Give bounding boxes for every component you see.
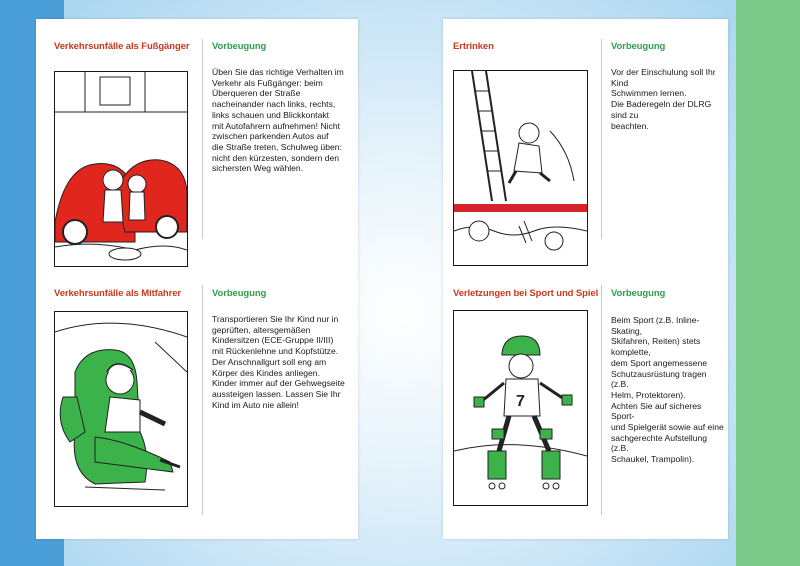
pedestrian-illustration	[54, 71, 188, 267]
prevention-heading: Vorbeugung	[212, 41, 267, 52]
passenger-prevention-text: Transportieren Sie Ihr Kind nur in geprüften, altersgemäßen Kindersitzen (ECE-Gruppe II/III) mit Rückenlehne und Kopfstütze. Der Anschnallgurt soll eng am Körper des Kindes anliegen. Kinder immer auf der Gehwegseite aussteigen lassen. Lassen Sie Ihr Kind im Auto nie allein!	[212, 314, 345, 410]
section-title-drowning: Ertrinken	[453, 41, 494, 52]
drowning-prevention-text: Vor der Einschulung soll Ihr Kind Schwimmen lernen. Die Baderegeln der DLRG sind zu beachten.	[611, 67, 716, 131]
section-title-sport: Verletzungen bei Sport und Spiel	[453, 288, 599, 299]
column-divider	[601, 285, 602, 515]
prevention-heading: Vorbeugung	[611, 41, 666, 52]
prevention-heading: Vorbeugung	[611, 288, 666, 299]
prevention-heading: Vorbeugung	[212, 288, 267, 299]
column-divider	[601, 39, 602, 239]
section-title-passenger: Verkehrsunfälle als Mitfahrer	[54, 288, 181, 299]
section-title-pedestrian: Verkehrsunfälle als Fußgänger	[54, 41, 190, 52]
column-divider	[202, 285, 203, 515]
sport-prevention-text: Beim Sport (z.B. Inline-Skating, Skifahren, Reiten) stets komplette, dem Sport angemessene Schutzausrüstung tragen (z.B. Helm, Protektoren). Achten Sie auf sicheres Sport- und Spielgerät sowie auf eine sachgerechte Aufstellung (z.B. Schaukel, Trampolin).	[611, 315, 724, 465]
drowning-illustration	[453, 70, 588, 266]
pedestrian-prevention-text: Üben Sie das richtige Verhalten im Verkehr als Fußgänger: beim Überqueren der Straße nacheinander nach links, rechts, links schauen und Blickkontakt mit Autofahrern aufnehmen! Nicht zwischen parkenden Autos auf die Straße treten, Schulweg üben: nicht den kürzesten, sondern den sichersten Weg wählen.	[212, 67, 344, 174]
passenger-illustration	[54, 311, 188, 507]
left-page	[36, 19, 358, 539]
column-divider	[202, 39, 203, 239]
right-page	[443, 19, 728, 539]
sport-illustration	[453, 310, 588, 506]
svg-text:7: 7	[516, 393, 525, 410]
